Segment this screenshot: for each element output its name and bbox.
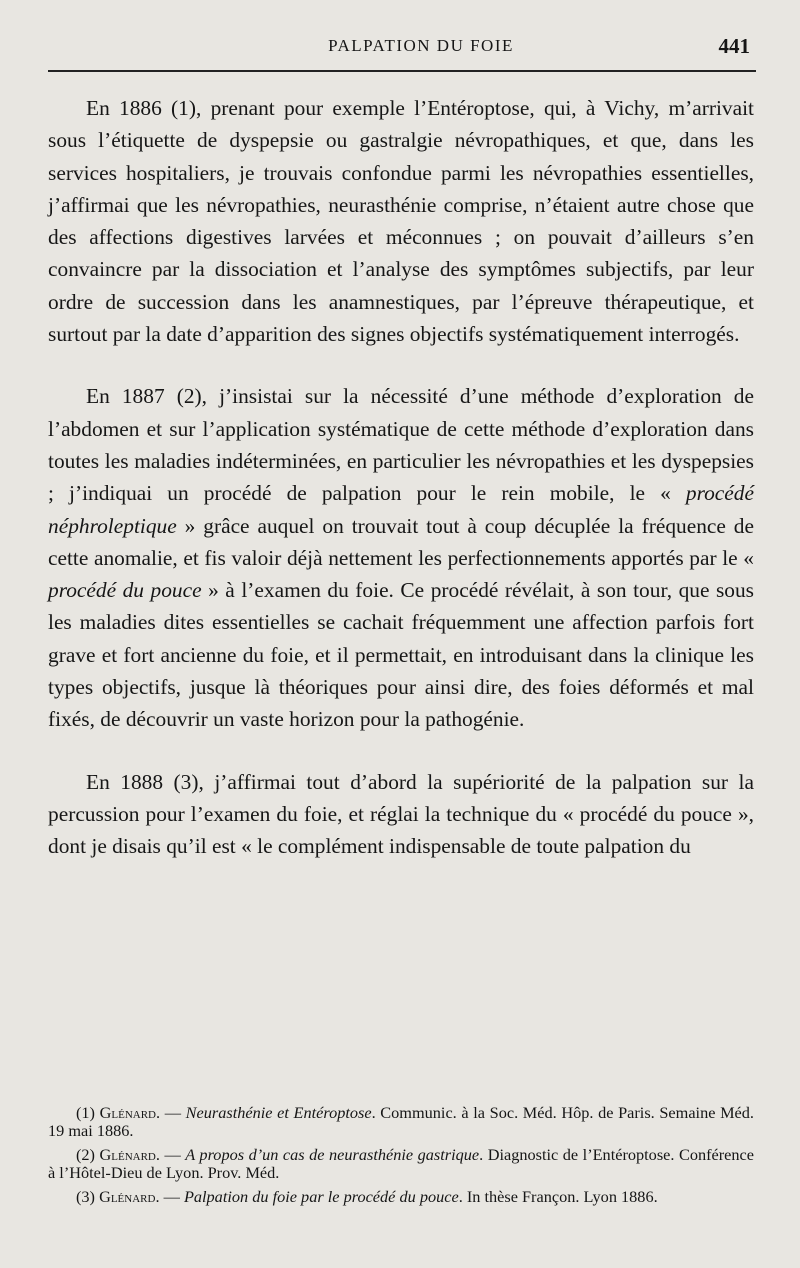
footnote-marker: (3) [76,1187,100,1206]
paragraph-1888: En 1888 (3), j’affirmai tout d’abord la supériorité de la palpation sur la percussion pour l’examen du foie, et réglai la technique du « procédé du pouce », dont je disais qu’il est « le complément indispensable de toute palpation du [48,769,754,859]
footnote-3 [48,1188,754,1206]
footnote-title: A propos d’un cas de neurasthénie gastrique [185,1145,480,1164]
footnote-author: Glénard [99,1187,156,1206]
footnote-details: . Communic. à la Soc. Méd. Hôp. de Paris. Semaine Méd. 19 mai 1886. [48,1103,754,1140]
procede-du-pouce-term: procédé du pouce [48,578,202,603]
footnotes [48,1104,754,1213]
footnote-2 [48,1146,754,1181]
paragraph-1887-text-c: » à l’examen du foie. Ce procédé révélait, à son tour, que sous les maladies dites essentielles se cachait fréquemment une affection parfois fort grave et fort ancienne du foie, et il permettait, en introduisant dans la clinique les types objectifs, jusque là théoriques pour ainsi dire, des foies déformés et mal fixés, de découvrir un vaste horizon pour la pathogénie. [48,578,754,732]
procede-nephroleptique-term: procédé néphroleptique [48,481,754,538]
footnote-title: Neurasthénie et Entéroptose [185,1103,372,1122]
footnote-details: . Diagnostic de l’Entéroptose. Conférence à l’Hôtel-Dieu de Lyon. Prov. Méd. [48,1145,754,1182]
paragraph-1887-text-a: En 1887 (2), j’insistai sur la nécessité d’une méthode d’exploration de l’abdomen et sur l’application systématique de cette méthode d’exploration dans toutes les maladies indéterminées, en particulier les névropathies et les dyspepsies ; j’indiquai un procédé de palpation pour le rein mobile, le « [48,384,754,506]
paragraph-1886: En 1886 (1), prenant pour exemple l’Entéroptose, qui, à Vichy, m’arrivait sous l’étiquette de dyspepsie ou gastralgie névropathiques, et que, dans les services hospitaliers, je trouvais confondue parmi les névropathies essentielles, j’affirmai que les névropathies, neurasthénie comprise, n’étaient autre chose que des affections digestives larvées et méconnues ; on pouvait d’ailleurs s’en convaincre par la dissociation et l’analyse des symptômes subjectifs, par leur ordre de succession dans les anamnestiques, par l’épreuve thérapeutique, et surtout par la date d’apparition des signes objectifs systématiquement interrogés. [48,96,754,347]
footnote-separator: . — [155,1187,184,1206]
page-number: 441 [718,34,750,58]
footnote-author: Glénard [99,1103,157,1122]
footnote-separator: . — [156,1103,186,1122]
paragraph-1887 [48,380,754,735]
page-header [48,36,754,60]
running-head: PALPATION DU FOIE [328,36,514,55]
footnote-marker: (2) [76,1145,100,1164]
footnote-separator: . — [155,1145,186,1164]
footnote-title: Palpation du foie par le procédé du pouce [183,1187,459,1206]
footnote-author: Glénard [99,1145,156,1164]
footnote-marker: (1) [76,1103,100,1122]
paragraph-1887-text-b: » grâce auquel on trouvait tout à coup décuplée la fréquence de cette anomalie, et fis valoir déjà nettement les perfectionnements apportés par le « [48,513,754,570]
footnote-details: . In thèse Françon. Lyon 1886. [458,1187,658,1206]
footnote-1 [48,1104,754,1139]
body-text [48,92,754,893]
header-rule [48,70,756,72]
